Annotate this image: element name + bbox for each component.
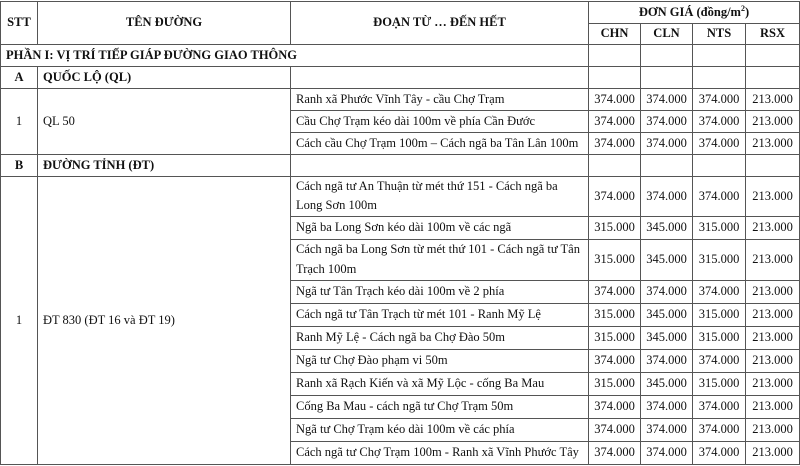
segment: Cầu Chợ Trạm kéo dài 100m về phía Cần Đước — [291, 111, 589, 133]
empty-cell — [693, 67, 746, 89]
part-title: PHẦN I: VỊ TRÍ TIẾP GIÁP ĐƯỜNG GIAO THÔNG — [1, 45, 589, 67]
unit-price-label: ĐƠN GIÁ (đồng/m — [638, 4, 741, 19]
empty-cell — [641, 45, 693, 67]
header-segment: ĐOẠN TỪ … ĐẾN HẾT — [291, 2, 589, 45]
price-cln: 374.000 — [641, 133, 693, 155]
road-name: QL 50 — [38, 89, 291, 155]
price-cln: 345.000 — [641, 239, 693, 280]
price-chn: 315.000 — [589, 216, 641, 239]
price-nts: 374.000 — [693, 418, 746, 441]
header-col-nts: NTS — [693, 24, 746, 45]
segment: Ranh xã Phước Vĩnh Tây - cầu Chợ Trạm — [291, 89, 589, 111]
price-rsx: 213.000 — [746, 441, 800, 464]
price-chn: 374.000 — [589, 177, 641, 217]
price-rsx: 213.000 — [746, 216, 800, 239]
segment: Ngã tư Chợ Trạm kéo dài 100m về các phía — [291, 418, 589, 441]
price-rsx: 213.000 — [746, 133, 800, 155]
empty-cell — [291, 67, 589, 89]
group-row — [1, 155, 800, 177]
segment: Ngã tư Tân Trạch kéo dài 100m về 2 phía — [291, 280, 589, 303]
price-nts: 315.000 — [693, 372, 746, 395]
group-title: ĐƯỜNG TỈNH (ĐT) — [38, 155, 291, 177]
price-nts: 374.000 — [693, 111, 746, 133]
empty-cell — [589, 67, 641, 89]
segment: Cống Ba Mau - cách ngã tư Chợ Trạm 50m — [291, 395, 589, 418]
price-nts: 315.000 — [693, 326, 746, 349]
empty-cell — [641, 67, 693, 89]
price-nts: 374.000 — [693, 177, 746, 217]
segment: Cách ngã tư An Thuận từ mét thứ 151 - Cách ngã ba Long Sơn 100m — [291, 177, 589, 217]
price-nts: 374.000 — [693, 280, 746, 303]
segment: Cách ngã ba Long Sơn từ mét thứ 101 - Cách ngã tư Tân Trạch 100m — [291, 239, 589, 280]
empty-cell — [693, 155, 746, 177]
price-nts: 374.000 — [693, 395, 746, 418]
header-road-name: TÊN ĐƯỜNG — [38, 2, 291, 45]
price-chn: 374.000 — [589, 395, 641, 418]
price-rsx: 213.000 — [746, 418, 800, 441]
price-rsx: 213.000 — [746, 177, 800, 217]
price-rsx: 213.000 — [746, 395, 800, 418]
price-chn: 315.000 — [589, 326, 641, 349]
header-stt: STT — [1, 2, 38, 45]
empty-cell — [589, 45, 641, 67]
price-cln: 374.000 — [641, 280, 693, 303]
price-nts: 315.000 — [693, 216, 746, 239]
price-rsx: 213.000 — [746, 326, 800, 349]
land-price-table — [0, 1, 800, 465]
empty-cell — [693, 45, 746, 67]
price-cln: 374.000 — [641, 111, 693, 133]
price-chn: 374.000 — [589, 349, 641, 372]
unit-price-sup: 2 — [740, 3, 745, 13]
price-chn: 374.000 — [589, 111, 641, 133]
price-chn: 315.000 — [589, 372, 641, 395]
price-nts: 315.000 — [693, 303, 746, 326]
price-cln: 345.000 — [641, 372, 693, 395]
table-row — [1, 177, 800, 217]
price-cln: 374.000 — [641, 395, 693, 418]
group-title: QUỐC LỘ (QL) — [38, 67, 291, 89]
header-col-chn: CHN — [589, 24, 641, 45]
segment: Ranh xã Rạch Kiến và xã Mỹ Lộc - cống Ba Mau — [291, 372, 589, 395]
empty-cell — [589, 155, 641, 177]
table-row — [1, 89, 800, 111]
part-row — [1, 45, 800, 67]
price-cln: 345.000 — [641, 216, 693, 239]
price-cln: 374.000 — [641, 418, 693, 441]
price-rsx: 213.000 — [746, 372, 800, 395]
header-col-cln: CLN — [641, 24, 693, 45]
empty-cell — [746, 45, 800, 67]
price-chn: 374.000 — [589, 441, 641, 464]
price-chn: 315.000 — [589, 303, 641, 326]
price-nts: 374.000 — [693, 349, 746, 372]
price-rsx: 213.000 — [746, 280, 800, 303]
price-rsx: 213.000 — [746, 303, 800, 326]
empty-cell — [746, 67, 800, 89]
segment: Ranh Mỹ Lệ - Cách ngã ba Chợ Đào 50m — [291, 326, 589, 349]
price-rsx: 213.000 — [746, 349, 800, 372]
price-chn: 315.000 — [589, 239, 641, 280]
road-stt: 1 — [1, 89, 38, 155]
segment: Cách cầu Chợ Trạm 100m – Cách ngã ba Tân Lân 100m — [291, 133, 589, 155]
price-cln: 374.000 — [641, 177, 693, 217]
price-rsx: 213.000 — [746, 111, 800, 133]
price-cln: 374.000 — [641, 441, 693, 464]
group-row — [1, 67, 800, 89]
road-name: ĐT 830 (ĐT 16 và ĐT 19) — [38, 177, 291, 465]
price-cln: 345.000 — [641, 326, 693, 349]
price-rsx: 213.000 — [746, 239, 800, 280]
price-chn: 374.000 — [589, 418, 641, 441]
segment: Ngã tư Chợ Đào phạm vi 50m — [291, 349, 589, 372]
empty-cell — [291, 155, 589, 177]
group-code: A — [1, 67, 38, 89]
unit-price-end: ) — [744, 4, 750, 19]
road-stt: 1 — [1, 177, 38, 465]
header-unit-price — [589, 2, 800, 24]
price-rsx: 213.000 — [746, 89, 800, 111]
price-cln: 374.000 — [641, 89, 693, 111]
price-nts: 315.000 — [693, 239, 746, 280]
price-nts: 374.000 — [693, 441, 746, 464]
segment: Cách ngã tư Tân Trạch từ mét 101 - Ranh Mỹ Lệ — [291, 303, 589, 326]
price-chn: 374.000 — [589, 89, 641, 111]
segment: Ngã ba Long Sơn kéo dài 100m về các ngã — [291, 216, 589, 239]
price-nts: 374.000 — [693, 133, 746, 155]
empty-cell — [746, 155, 800, 177]
price-cln: 374.000 — [641, 349, 693, 372]
price-cln: 345.000 — [641, 303, 693, 326]
price-chn: 374.000 — [589, 133, 641, 155]
price-chn: 374.000 — [589, 280, 641, 303]
group-code: B — [1, 155, 38, 177]
segment: Cách ngã tư Chợ Trạm 100m - Ranh xã Vĩnh Phước Tây — [291, 441, 589, 464]
empty-cell — [641, 155, 693, 177]
price-nts: 374.000 — [693, 89, 746, 111]
header-col-rsx: RSX — [746, 24, 800, 45]
